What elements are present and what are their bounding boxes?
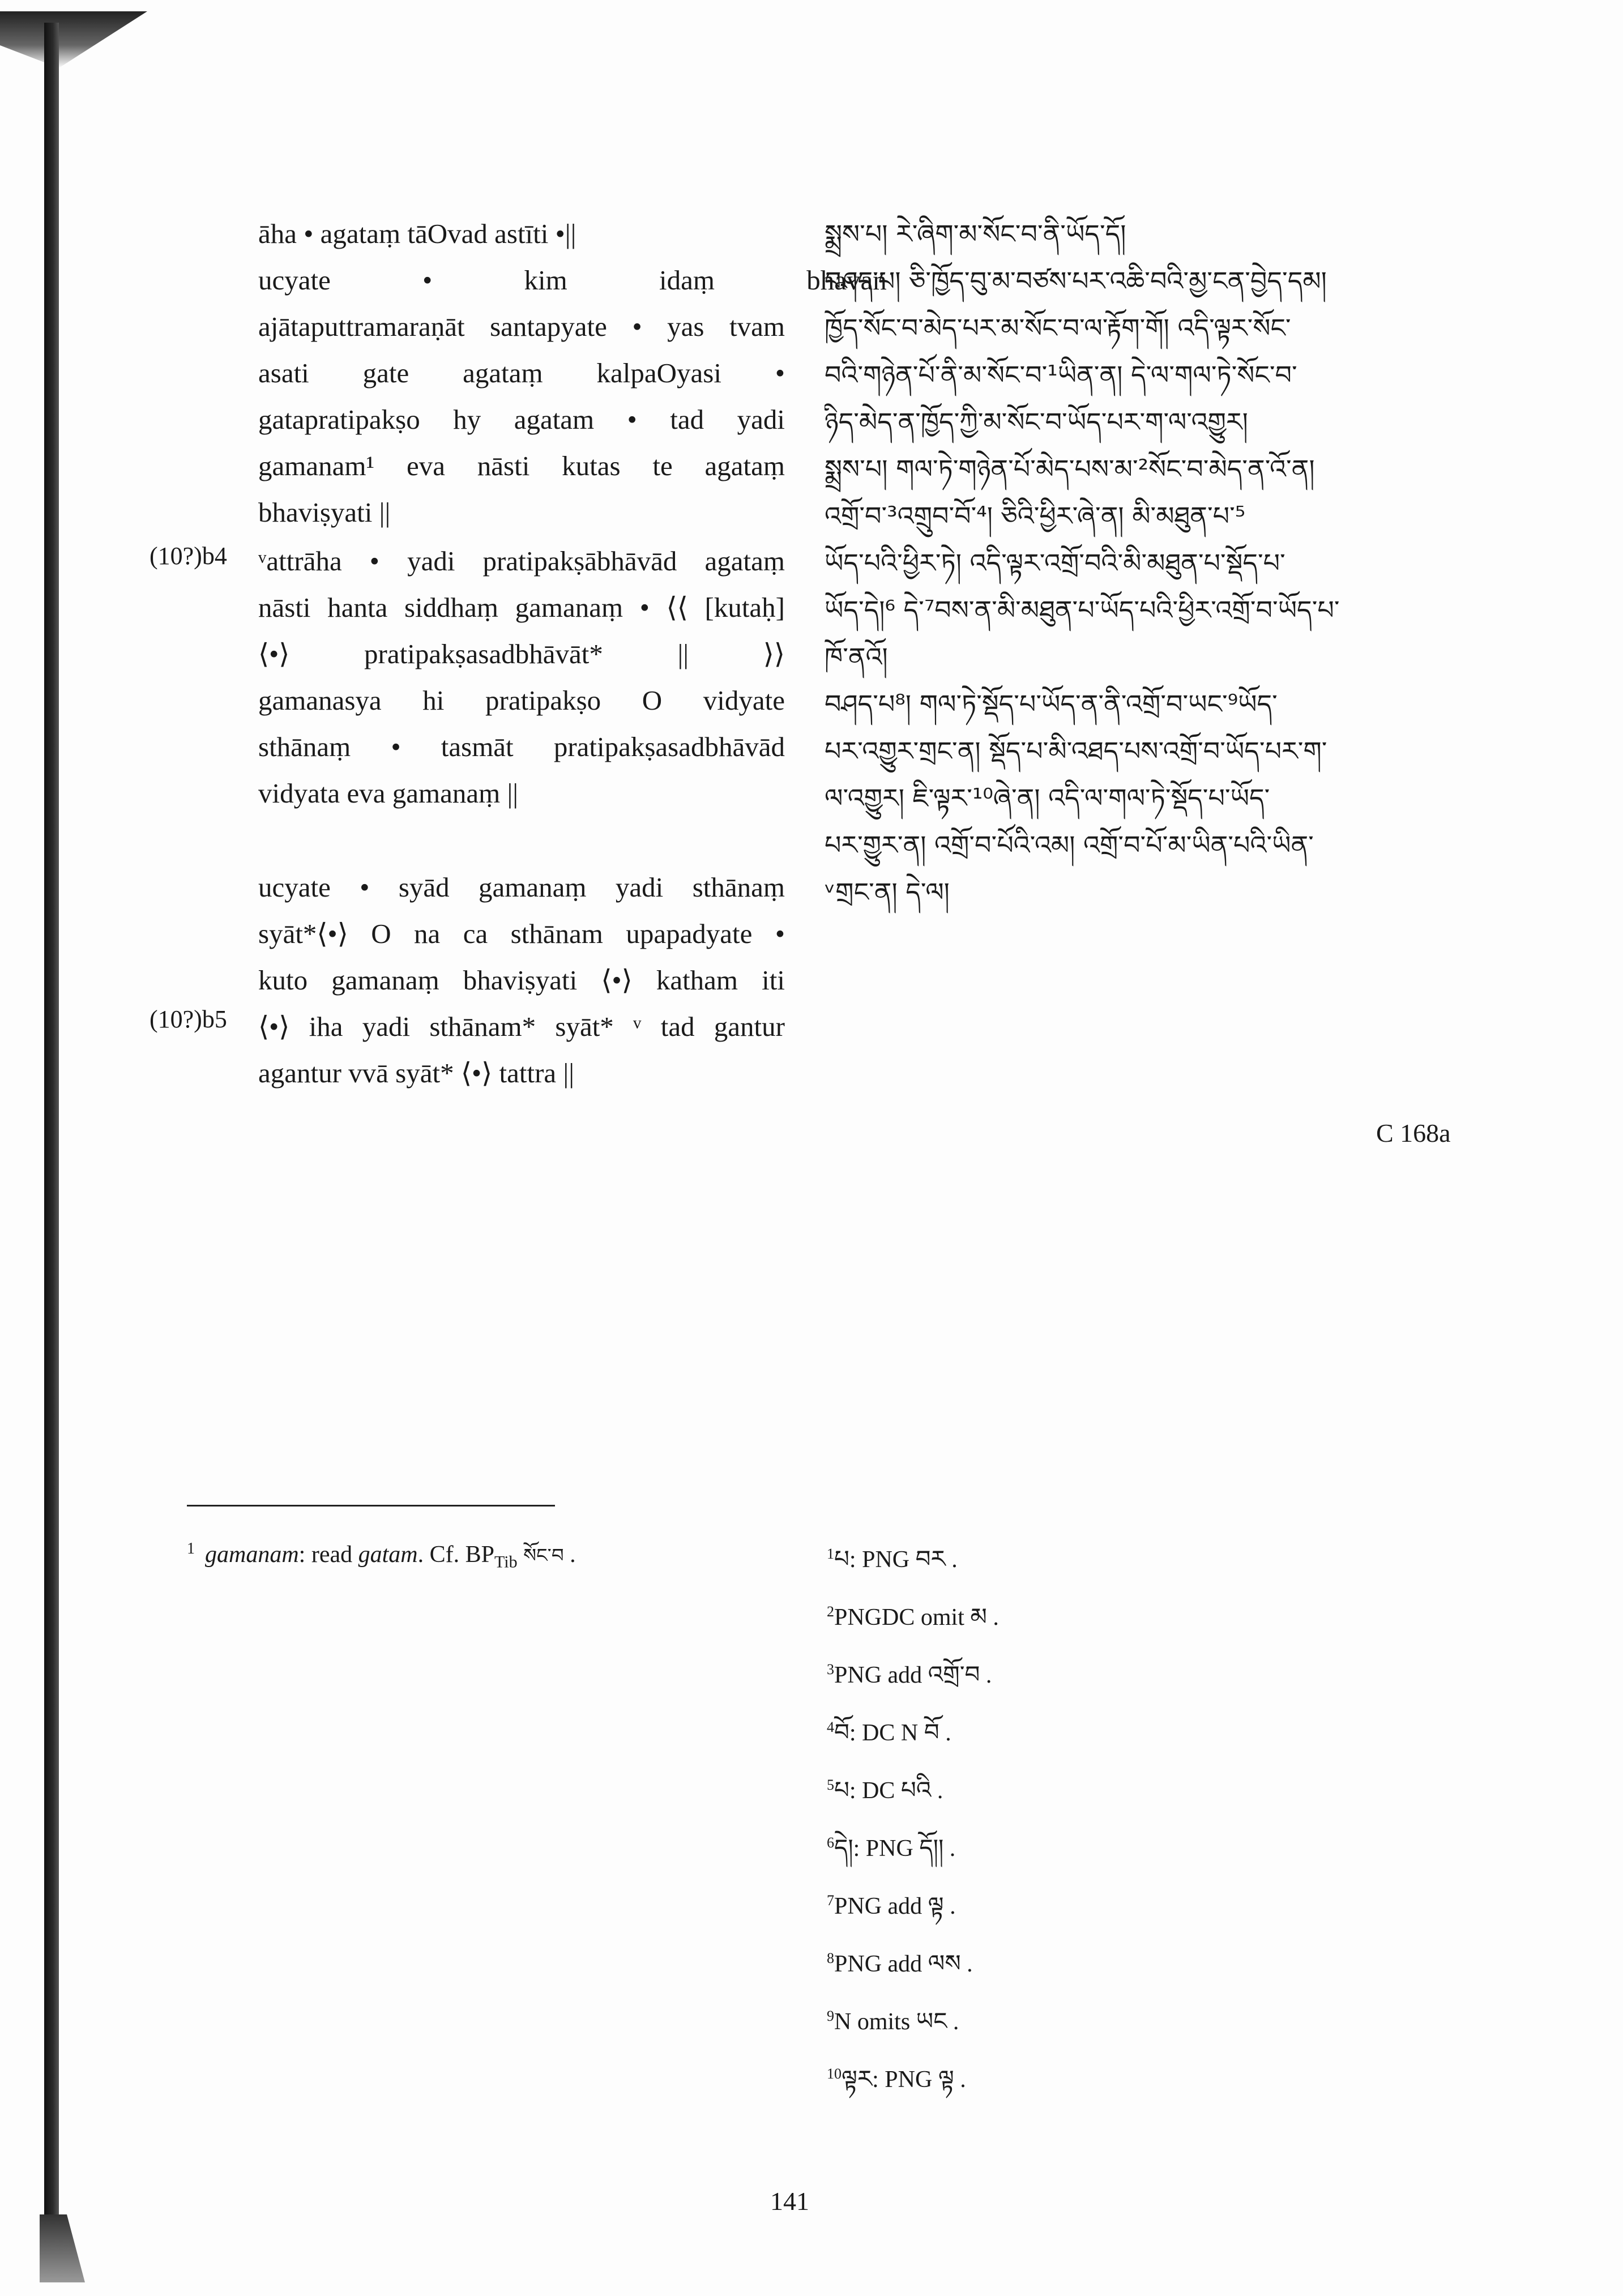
variant-text: PNG add འགྲོ་བ . <box>834 1662 992 1688</box>
footnote-number: 1 <box>187 1540 195 1557</box>
footnote-text: . Cf. BP <box>417 1542 494 1568</box>
folio-reference: C 168a <box>1376 1119 1451 1147</box>
variant-note <box>827 1932 999 1990</box>
variant-number: 6 <box>827 1834 834 1851</box>
variant-text: དེ།: PNG དོ།། . <box>834 1836 956 1862</box>
tibetan-line: ཡོད་པའི་ཕྱིར་ཏེ། འདི་ལྟར་འགྲོ་བའི་མི་མཐུན་པ་སྡོད་པ་ <box>825 548 1285 578</box>
tibetan-line: པར་འགྱུར་གྲང་ན། སྡོད་པ་མི་འཐད་པས་འགྲོ་བ་ཡོད་པར་ག་ <box>825 736 1327 766</box>
tibetan-line: ཁོ་ནའོ། <box>825 642 888 672</box>
variant-note <box>827 2048 999 2106</box>
tibetan-line: པར་གྱུར་ན། འགྲོ་བ་པོའི་འམ། འགྲོ་བ་པོ་མ་ཡིན་པའི་ཡིན་ <box>825 830 1314 860</box>
footnote-term: gatam <box>358 1542 418 1568</box>
tibetan-line: ཡོད་དེ།⁶ དེ་⁷བས་ན་མི་མཐུན་པ་ཡོད་པའི་ཕྱིར་འགྲོ་བ་ཡོད་པ་ <box>825 595 1340 625</box>
page-number: 141 <box>770 2187 809 2216</box>
footnote-term: gamanam <box>205 1542 299 1568</box>
sanskrit-line: āha • agataṃ tāOvad astīti •|| <box>258 218 576 249</box>
variant-text: PNG add ལྟ . <box>834 1893 956 1919</box>
sanskrit-line: syāt*⟨•⟩ O na ca sthānam upapadyate • <box>258 918 785 949</box>
sanskrit-line: nāsti hanta siddhaṃ gamanaṃ • ⟨⟨ [kutaḥ] <box>258 592 785 623</box>
sanskrit-block-3 <box>258 864 785 1096</box>
sanskrit-block-1 <box>258 211 887 536</box>
variant-note <box>827 1701 999 1759</box>
sanskrit-line: ucyate • kim idaṃ bhavān <box>258 264 887 296</box>
footnote-subscript: Tib <box>494 1552 518 1572</box>
book-binding-edge <box>44 23 59 2265</box>
footnotes-variants <box>827 1528 999 2106</box>
sanskrit-line: kuto gamanaṃ bhaviṣyati ⟨•⟩ katham iti <box>258 965 785 996</box>
binding-shadow-top <box>0 11 147 68</box>
variant-note <box>827 1528 999 1586</box>
variant-text: པ: DC པའི . <box>834 1778 943 1804</box>
sanskrit-line: ucyate • syād gamanaṃ yadi sthānaṃ <box>258 872 785 903</box>
variant-text: ལྟར: PNG ལྟ . <box>842 2067 966 2093</box>
variant-number: 8 <box>827 1950 834 1966</box>
variant-number: 3 <box>827 1661 834 1678</box>
binding-shadow-bottom <box>40 2214 85 2282</box>
sanskrit-line: gamanasya hi pratipakṣo O vidyate <box>258 685 785 716</box>
variant-number: 9 <box>827 2008 834 2024</box>
variant-number: 4 <box>827 1719 834 1735</box>
footnote-text: . <box>570 1542 576 1568</box>
tibetan-line: བཤད་པ། ཅི་ཁྱོད་བུ་མ་བཙས་པར་འཆི་བའི་མྱ་ངན་བྱེད་དམ། <box>825 266 1327 296</box>
sanskrit-line: gamanam¹ eva nāsti kutas te agataṃ <box>258 450 785 481</box>
tibetan-text <box>825 211 1374 916</box>
sanskrit-line: ᵛattrāha • yadi pratipakṣābhāvād agataṃ <box>258 545 785 577</box>
variant-note <box>827 1817 999 1875</box>
folio-marker-b4: (10?)b4 <box>150 542 227 570</box>
sanskrit-line: bhaviṣyati || <box>258 497 391 528</box>
sanskrit-line: agantur vvā syāt* ⟨•⟩ tattra || <box>258 1057 575 1089</box>
variant-number: 5 <box>827 1777 834 1793</box>
sanskrit-line: ⟨•⟩ pratipakṣasadbhāvāt* || ⟩⟩ <box>258 638 785 669</box>
tibetan-line: སྨྲས་པ། རེ་ཞིག་མ་སོང་བ་ནི་ཡོད་དོ། <box>825 219 1126 249</box>
footnote-tibetan: སོང་བ <box>523 1544 564 1567</box>
tibetan-line: ཁྱོད་སོང་བ་མེད་པར་མ་སོང་བ་ལ་རྟོག་གོ། འདི་ལྟར་སོང་ <box>825 313 1291 343</box>
variant-note <box>827 1759 999 1817</box>
variant-text: བོ: DC N བོ . <box>834 1720 951 1746</box>
sanskrit-line: vidyata eva gamanaṃ || <box>258 778 519 809</box>
tibetan-line: ᵛགྲང་ན། དེ་ལ། <box>825 877 950 907</box>
variant-note <box>827 1875 999 1932</box>
variant-text: པ: PNG བར . <box>834 1547 958 1573</box>
variant-number: 7 <box>827 1892 834 1909</box>
footnote-left <box>187 1534 576 1588</box>
variant-number: 10 <box>827 2065 842 2082</box>
variant-text: N omits ཡང . <box>834 2009 959 2035</box>
sanskrit-line: gatapratipakṣo hy agatam • tad yadi <box>258 404 785 435</box>
sanskrit-line: asati gate agataṃ kalpaOyasi • <box>258 357 785 389</box>
variant-note <box>827 1644 999 1701</box>
tibetan-line: བའི་གཉེན་པོ་ནི་མ་སོང་བ་¹ཡིན་ན། དེ་ལ་གལ་ཏེ་སོང་བ་ <box>825 360 1297 390</box>
folio-marker-b5: (10?)b5 <box>150 1005 227 1033</box>
sanskrit-line: sthānaṃ • tasmāt pratipakṣasadbhāvād <box>258 731 785 762</box>
footnote-rule <box>187 1505 555 1507</box>
variant-note <box>827 1990 999 2048</box>
variant-note <box>827 1586 999 1644</box>
variant-text: PNG add ལས . <box>834 1951 973 1977</box>
variant-text: PNGDC omit མ . <box>834 1604 999 1631</box>
sanskrit-block-2 <box>258 538 785 817</box>
tibetan-line: འགྲོ་བ་³འགྲུབ་བོ་⁴། ཅིའི་ཕྱིར་ཞེ་ན། མི་མཐུན་པ་⁵ <box>825 501 1246 531</box>
tibetan-line: ལ་འགྱུར། ཇི་ལྟར་¹⁰ཞེ་ན། འདི་ལ་གལ་ཏེ་སྡོད་པ་ཡོད་ <box>825 783 1270 813</box>
sanskrit-line: ⟨•⟩ iha yadi sthānam* syāt* ᵛ tad gantur <box>258 1011 785 1042</box>
variant-number: 2 <box>827 1603 834 1620</box>
sanskrit-line: ajātaputtramaraṇāt santapyate • yas tvam <box>258 311 785 342</box>
footnote-text: : read <box>298 1542 358 1568</box>
variant-number: 1 <box>827 1546 834 1562</box>
tibetan-line: བཤད་པ⁸། གལ་ཏེ་སྡོད་པ་ཡོད་ན་ནི་འགྲོ་བ་ཡང་⁹ཡོད་ <box>825 689 1278 719</box>
tibetan-line: ཉིད་མེད་ན་ཁྱོད་ཀྱི་མ་སོང་བ་ཡོད་པར་ག་ལ་འགྱུར། <box>825 407 1248 437</box>
tibetan-line: སྨྲས་པ། གལ་ཏེ་གཉེན་པོ་མེད་པས་མ་²སོང་བ་མེད་ན་འོ་ན། <box>825 454 1315 484</box>
